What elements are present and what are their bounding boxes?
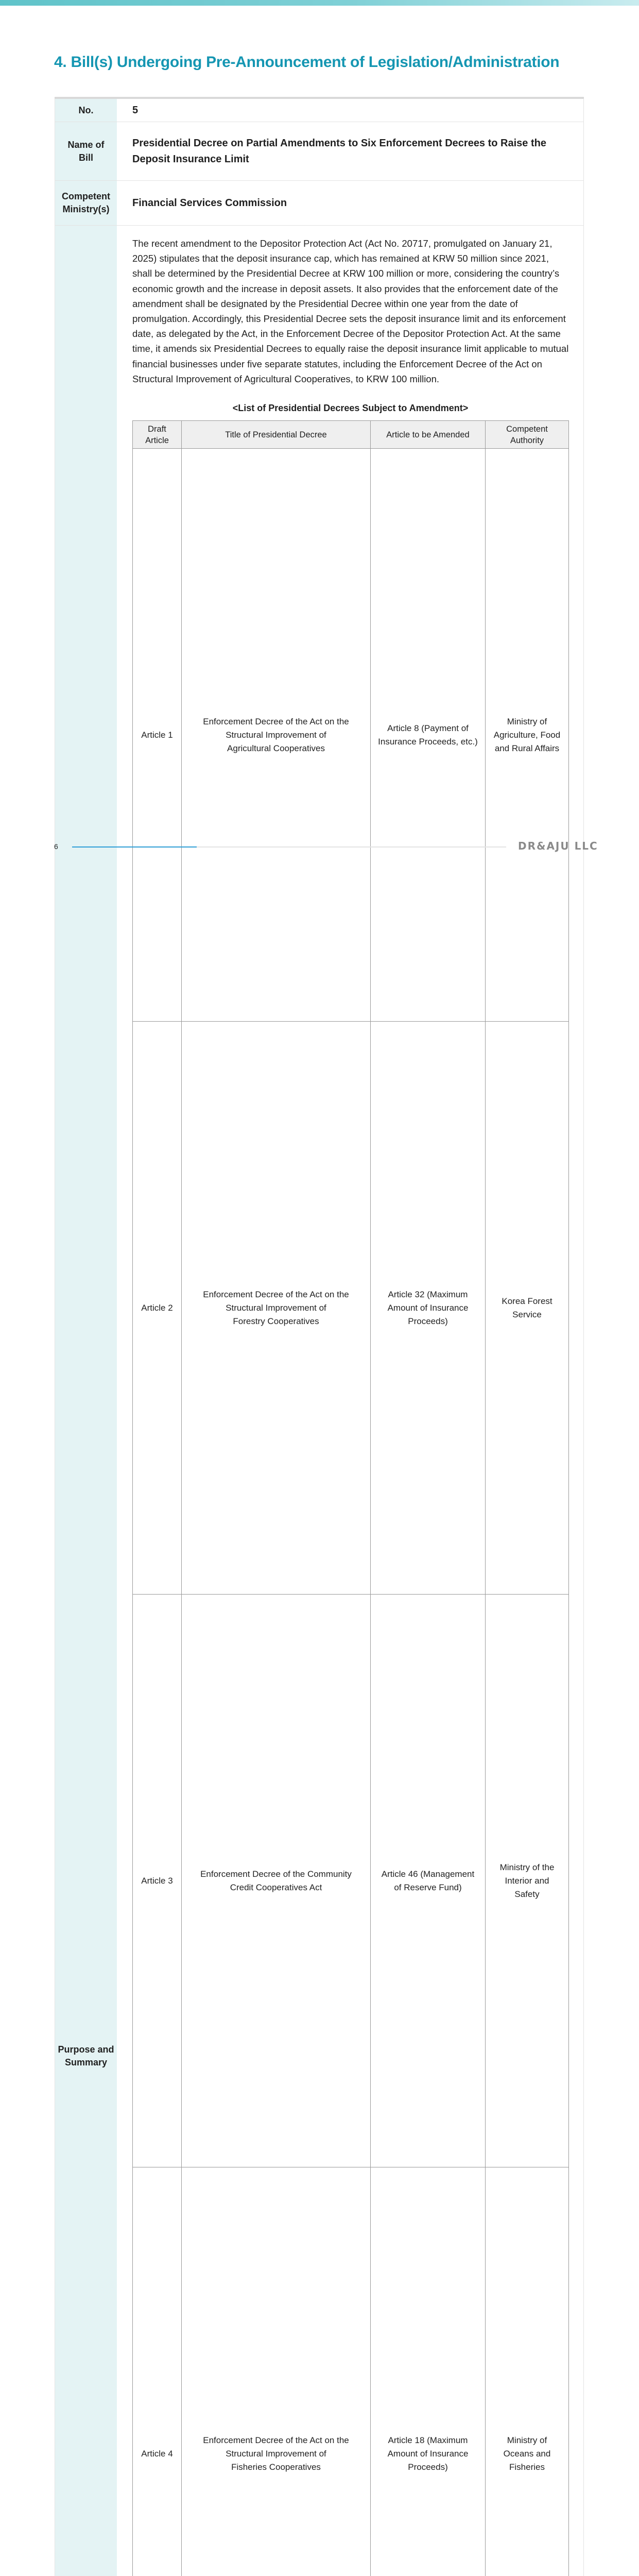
decree-table-header-row xyxy=(133,421,569,449)
decree-title-cell: Enforcement Decree of the Act on the Structural Improvement of Agricultural Cooperatives xyxy=(182,449,371,1022)
article-amended-cell: Article 18 (Maximum Amount of Insurance Proceeds) xyxy=(371,2167,486,2576)
authority-cell: Ministry of the Interior and Safety xyxy=(486,1595,569,2167)
decree-title-cell: Enforcement Decree of the Act on the Structural Improvement of Forestry Cooperatives xyxy=(182,1022,371,1595)
header-decree-title: Title of Presidential Decree xyxy=(182,421,371,449)
draft-article-cell: Article 1 xyxy=(133,449,182,1022)
table-row xyxy=(133,449,569,1022)
section-heading: 4. Bill(s) Undergoing Pre-Announcement of Legislation/Administration xyxy=(54,54,559,71)
page-number: 6 xyxy=(54,842,58,851)
draft-article-cell: Article 3 xyxy=(133,1595,182,2167)
authority-cell: Ministry of Oceans and Fisheries xyxy=(486,2167,569,2576)
bill-info-table xyxy=(55,97,584,2576)
decree-title-cell: Enforcement Decree of the Community Credit Cooperatives Act xyxy=(182,1595,371,2167)
header-draft-article: Draft Article xyxy=(133,421,182,449)
article-amended-cell: Article 8 (Payment of Insurance Proceeds, etc.) xyxy=(371,449,486,1022)
bill-no-label: No. xyxy=(55,98,117,122)
decree-list-title: <List of Presidential Decrees Subject to Amendment> xyxy=(132,401,568,415)
bill-purpose-label: Purpose and Summary xyxy=(55,226,117,2576)
decree-table xyxy=(132,420,569,2576)
table-row xyxy=(133,2167,569,2576)
bill-ministry-label: Competent Ministry(s) xyxy=(55,181,117,226)
bill-no-row xyxy=(55,98,584,122)
article-amended-cell: Article 46 (Management of Reserve Fund) xyxy=(371,1595,486,2167)
bill-purpose-row xyxy=(55,226,584,2576)
bill-purpose-cell xyxy=(117,226,584,2576)
table-row xyxy=(133,1595,569,2167)
authority-cell: Korea Forest Service xyxy=(486,1022,569,1595)
top-accent-bar xyxy=(0,0,639,6)
header-competent-authority: Competent Authority xyxy=(486,421,569,449)
decree-title-cell: Enforcement Decree of the Act on the Structural Improvement of Fisheries Cooperatives xyxy=(182,2167,371,2576)
bill-ministry-value: Financial Services Commission xyxy=(117,181,584,226)
bill-ministry-row xyxy=(55,181,584,226)
article-amended-cell: Article 32 (Maximum Amount of Insurance Proceeds) xyxy=(371,1022,486,1595)
bill-name-label: Name of Bill xyxy=(55,122,117,181)
table-row xyxy=(133,1022,569,1595)
authority-cell: Ministry of Agriculture, Food and Rural Affairs xyxy=(486,449,569,1022)
bill-name-row xyxy=(55,122,584,181)
footer-divider-accent xyxy=(72,846,197,848)
draft-article-cell: Article 2 xyxy=(133,1022,182,1595)
bill-name-value: Presidential Decree on Partial Amendments to Six Enforcement Decrees to Raise the Deposit Insurance Limit xyxy=(117,122,584,181)
header-article-amended: Article to be Amended xyxy=(371,421,486,449)
firm-logo: DR&AJU LLC xyxy=(518,840,598,852)
draft-article-cell: Article 4 xyxy=(133,2167,182,2576)
purpose-summary-text: The recent amendment to the Depositor Protection Act (Act No. 20717, promulgated on January 21, 2025) stipulates that the deposit insurance cap, which has remained at KRW 50 million since 2021, shall be determined by the Presidential Decree at KRW 100 million or more, considering the country’s economic growth and the increase in deposit assets. It also provides that the enforcement date of the amendment shall be designated by the Presidential Decree within one year from the date of promulgation. Accordingly, this Presidential Decree sets the deposit insurance limit and its enforcement date, as delegated by the Act, in the Enforcement Decree of the Depositor Protection Act. At the same time, it amends six Presidential Decrees to equally raise the deposit insurance limit applicable to mutual financial businesses under five separate statutes, including the Enforcement Decree of the Act on Structural Improvement of Agricultural Cooperatives, to KRW 100 million. xyxy=(132,236,570,386)
bill-no-value: 5 xyxy=(117,98,584,122)
